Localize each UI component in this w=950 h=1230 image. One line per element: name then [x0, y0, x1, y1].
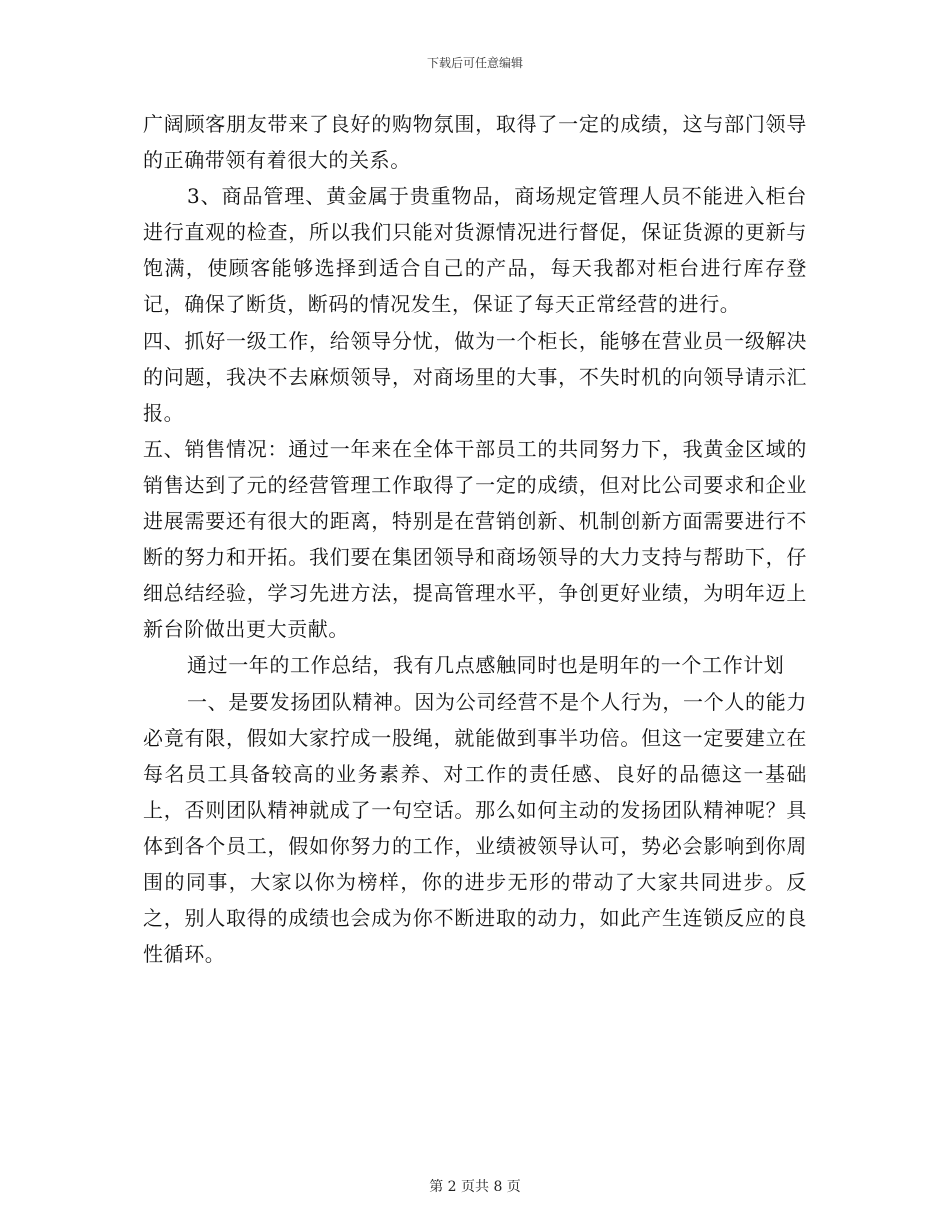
paragraph-1: 广阔顾客朋友带来了良好的购物氛围，取得了一定的成绩，这与部门领导的正确带领有着很大的关系。: [143, 112, 807, 173]
paragraph-2: 3、商品管理、黄金属于贵重物品，商场规定管理人员不能进入柜台进行直观的检查，所以我们只能对货源情况进行督促，保证货源的更新与饱满，使顾客能够选择到适合自己的产品，每天我都对柜台进行库存登记，确保了断货，断码的情况发生，保证了每天正常经营的进行。: [143, 184, 807, 317]
paragraph-6: 一、是要发扬团队精神。因为公司经营不是个人行为，一个人的能力必竟有限，假如大家拧成一股绳，就能做到事半功倍。但这一定要建立在每名员工具备较高的业务素养、对工作的责任感、良好的品德这一基础上，否则团队精神就成了一句空话。那么如何主动的发扬团队精神呢？具体到各个员工，假如你努力的工作，业绩被领导认可，势必会影响到你周围的同事，大家以你为榜样，你的进步无形的带动了大家共同进步。反之，别人取得的成绩也会成为你不断进取的动力，如此产生连锁反应的良性循环。: [143, 689, 807, 967]
document-body: [143, 106, 807, 972]
paragraph-4: 五、销售情况：通过一年来在全体干部员工的共同努力下，我黄金区域的销售达到了元的经营管理工作取得了一定的成绩，但对比公司要求和企业进展需要还有很大的距离，特别是在营销创新、机制创新方面需要进行不断的努力和开拓。我们要在集团领导和商场领导的大力支持与帮助下，仔细总结经验，学习先进方法，提高管理水平，争创更好业绩，为明年迈上新台阶做出更大贡献。: [143, 436, 807, 642]
page-footer: 第 2 页共 8 页: [429, 1179, 521, 1195]
page-header: 下载后可任意编辑: [426, 56, 523, 70]
paragraph-3: 四、抓好一级工作，给领导分忧，做为一个柜长，能够在营业员一级解决的问题，我决不去麻烦领导，对商场里的大事，不失时机的向领导请示汇报。: [143, 328, 807, 425]
paragraph-5: 通过一年的工作总结，我有几点感触同时也是明年的一个工作计划: [187, 653, 785, 678]
